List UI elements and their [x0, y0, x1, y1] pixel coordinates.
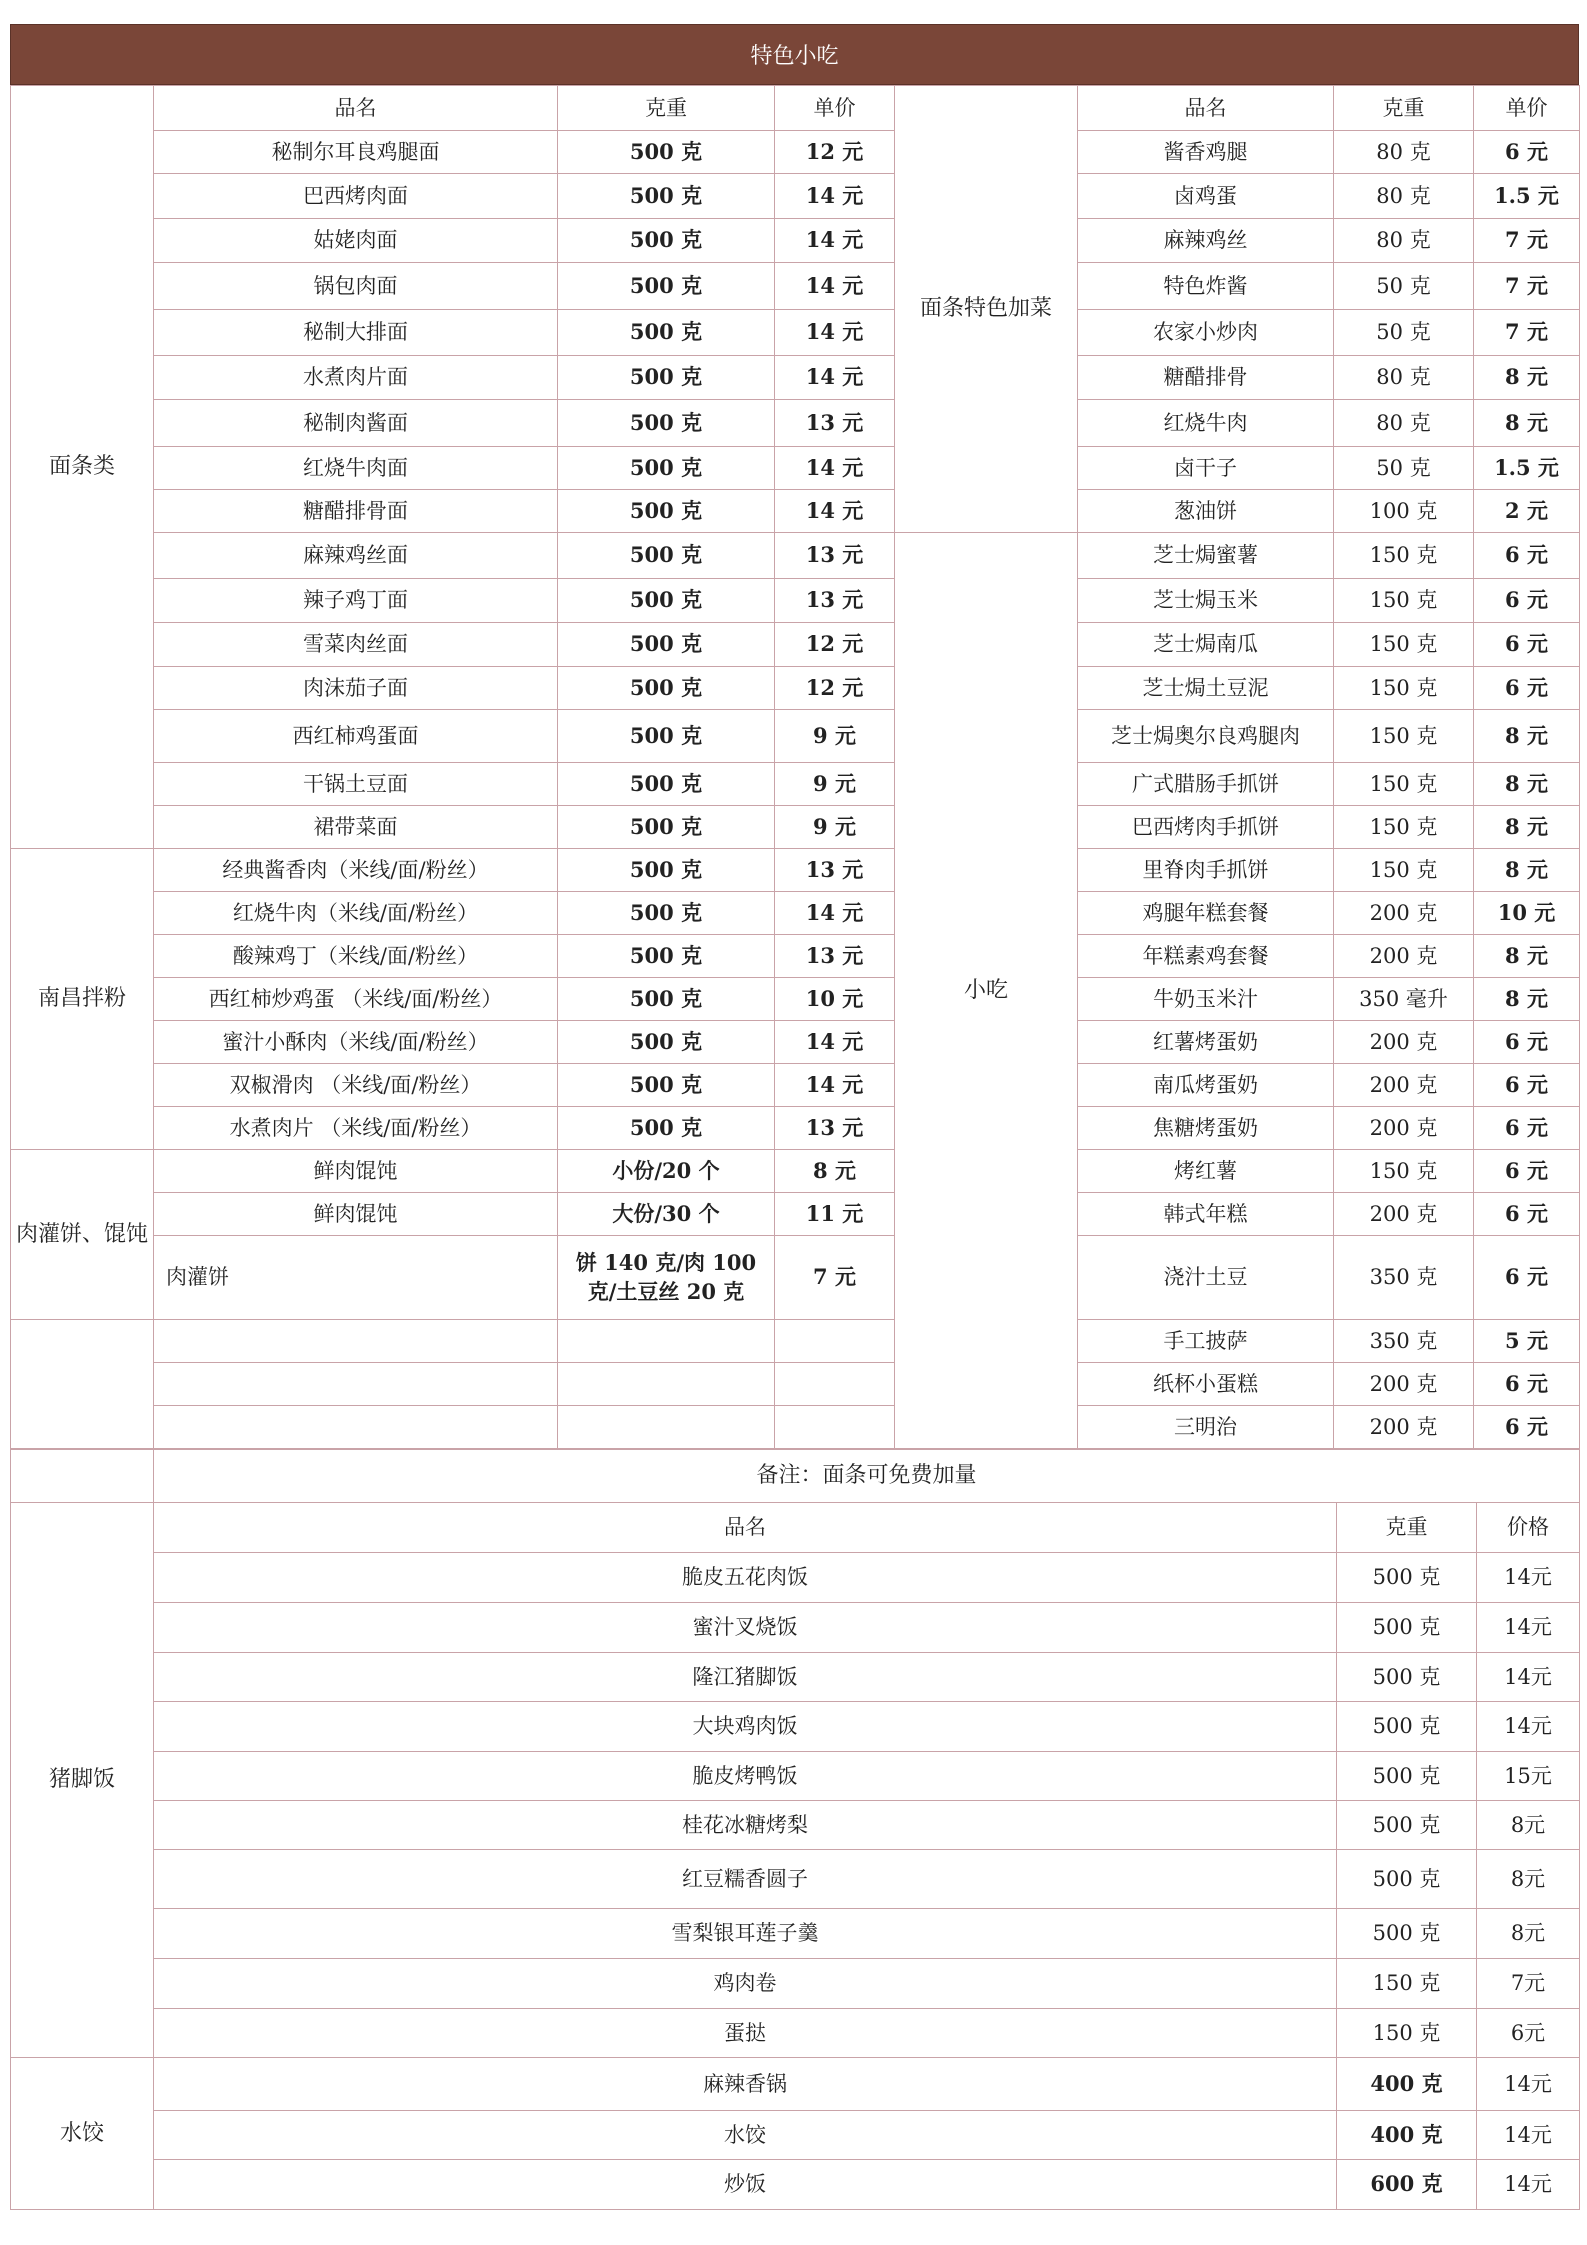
item-name: 锅包肉面: [154, 263, 558, 310]
table-row: [11, 2160, 1580, 2210]
item-name: 里脊肉手抓饼: [1078, 849, 1334, 892]
item-name: 糖醋排骨面: [154, 490, 558, 533]
item-weight: 500 克: [558, 623, 775, 667]
item-price: 1.5 元: [1474, 174, 1580, 219]
item-price: 14元: [1477, 1553, 1580, 1603]
item-price: 7 元: [1474, 310, 1580, 356]
item-name: 红烧牛肉: [1078, 400, 1334, 447]
item-weight: 600 克: [1337, 2160, 1477, 2210]
item-price: 8 元: [1474, 935, 1580, 978]
item-price: 14 元: [775, 490, 895, 533]
item-weight: 500 克: [1337, 1801, 1477, 1850]
item-weight: 150 克: [1337, 1959, 1477, 2009]
item-name: 秘制尔耳良鸡腿面: [154, 131, 558, 174]
table-row: [11, 1909, 1580, 1959]
table-row: [11, 1603, 1580, 1653]
item-price: 14 元: [775, 174, 895, 219]
item-weight: 80 克: [1334, 131, 1474, 174]
item-price: 14元: [1477, 2111, 1580, 2160]
item-price: 9 元: [775, 806, 895, 849]
note-text: 备注：面条可免费加量: [154, 1450, 1580, 1503]
item-price: 8 元: [1474, 849, 1580, 892]
item-name: 焦糖烤蛋奶: [1078, 1107, 1334, 1150]
item-name: 农家小炒肉: [1078, 310, 1334, 356]
item-weight: 80 克: [1334, 219, 1474, 263]
table-row: [11, 1801, 1580, 1850]
item-name: 红薯烤蛋奶: [1078, 1021, 1334, 1064]
table-row: [11, 1363, 1580, 1406]
item-weight: 200 克: [1334, 1363, 1474, 1406]
item-name: 芝士焗奥尔良鸡腿肉: [1078, 710, 1334, 763]
item-weight: 150 克: [1334, 710, 1474, 763]
item-name: 酱香鸡腿: [1078, 131, 1334, 174]
item-weight: 50 克: [1334, 263, 1474, 310]
item-price: 6 元: [1474, 1406, 1580, 1449]
empty-cell: [558, 1406, 775, 1449]
item-weight: 400 克: [1337, 2058, 1477, 2111]
item-name: 水煮肉片 （米线/面/粉丝）: [154, 1107, 558, 1150]
item-price: 13 元: [775, 935, 895, 978]
item-weight: 500 克: [1337, 1603, 1477, 1653]
empty-cell: [154, 1406, 558, 1449]
table-row: [11, 1107, 1580, 1150]
item-weight: 500 克: [1337, 1752, 1477, 1801]
header-price: 单价: [775, 86, 895, 131]
item-price: 6 元: [1474, 1021, 1580, 1064]
item-price: 14 元: [775, 356, 895, 400]
item-price: 12 元: [775, 623, 895, 667]
item-price: 7 元: [1474, 263, 1580, 310]
table-row: [11, 310, 1580, 356]
item-price: 6 元: [1474, 1107, 1580, 1150]
item-price: 13 元: [775, 579, 895, 623]
item-price: 13 元: [775, 400, 895, 447]
item-price: 8 元: [1474, 356, 1580, 400]
empty-cell: [558, 1363, 775, 1406]
item-name: 水饺: [154, 2111, 1337, 2160]
item-price: 6 元: [1474, 1193, 1580, 1236]
item-price: 9 元: [775, 710, 895, 763]
empty-cell: [154, 1363, 558, 1406]
item-price: 12 元: [775, 131, 895, 174]
item-name: 麻辣鸡丝面: [154, 533, 558, 579]
table-row: [11, 935, 1580, 978]
item-name: 红豆糯香圆子: [154, 1850, 1337, 1909]
item-price: 6 元: [1474, 667, 1580, 710]
item-price: 14 元: [775, 892, 895, 935]
item-name: 红烧牛肉面: [154, 447, 558, 490]
empty-cell: [154, 1320, 558, 1363]
item-price: 5 元: [1474, 1320, 1580, 1363]
table-row: [11, 86, 1580, 131]
item-weight: 500 克: [558, 263, 775, 310]
header-name: 品名: [1078, 86, 1334, 131]
table-row: [11, 2111, 1580, 2160]
table-row: [11, 892, 1580, 935]
table-row: [11, 1702, 1580, 1752]
item-weight: 500 克: [558, 1107, 775, 1150]
item-price: 14 元: [775, 263, 895, 310]
item-price: 8 元: [1474, 763, 1580, 806]
item-price: 8 元: [1474, 710, 1580, 763]
item-weight: 80 克: [1334, 174, 1474, 219]
table-row: [11, 1320, 1580, 1363]
table-row: [11, 1959, 1580, 2009]
item-price: 8元: [1477, 1909, 1580, 1959]
item-weight: 500 克: [558, 490, 775, 533]
item-price: 13 元: [775, 1107, 895, 1150]
item-name: 蛋挞: [154, 2009, 1337, 2058]
item-price: 6 元: [1474, 623, 1580, 667]
item-weight: 200 克: [1334, 1064, 1474, 1107]
item-name: 浇汁土豆: [1078, 1236, 1334, 1320]
item-name: 肉沫茄子面: [154, 667, 558, 710]
table-row: [11, 1553, 1580, 1603]
item-weight: 500 克: [558, 763, 775, 806]
item-price: 8元: [1477, 1850, 1580, 1909]
item-weight: 150 克: [1334, 623, 1474, 667]
table-row: [11, 490, 1580, 533]
item-price: 13 元: [775, 533, 895, 579]
item-weight: 200 克: [1334, 1406, 1474, 1449]
item-price: 14元: [1477, 1653, 1580, 1702]
item-weight: 500 克: [558, 174, 775, 219]
table-row: [11, 623, 1580, 667]
item-name: 西红柿炒鸡蛋 （米线/面/粉丝）: [154, 978, 558, 1021]
table-row: [11, 1752, 1580, 1801]
item-price: 7 元: [775, 1236, 895, 1320]
item-name: 辣子鸡丁面: [154, 579, 558, 623]
item-price: 6 元: [1474, 533, 1580, 579]
item-weight: 150 克: [1334, 763, 1474, 806]
item-price: 10 元: [775, 978, 895, 1021]
item-name: 芝士焗土豆泥: [1078, 667, 1334, 710]
item-price: 6 元: [1474, 1064, 1580, 1107]
item-name: 秘制大排面: [154, 310, 558, 356]
item-price: 6 元: [1474, 1363, 1580, 1406]
item-name: 双椒滑肉 （米线/面/粉丝）: [154, 1064, 558, 1107]
table-row: [11, 1021, 1580, 1064]
item-weight: 饼 140 克/肉 100 克/土豆丝 20 克: [558, 1236, 775, 1320]
table-row: [11, 2009, 1580, 2058]
menu-table-top: [10, 85, 1580, 1449]
item-name: 巴西烤肉面: [154, 174, 558, 219]
item-weight: 500 克: [1337, 1653, 1477, 1702]
item-weight: 500 克: [1337, 1553, 1477, 1603]
item-name: 南瓜烤蛋奶: [1078, 1064, 1334, 1107]
table-row: [11, 1064, 1580, 1107]
item-name: 鸡肉卷: [154, 1959, 1337, 2009]
header-name: 品名: [154, 1503, 1337, 1553]
item-price: 2 元: [1474, 490, 1580, 533]
header-price: 价格: [1477, 1503, 1580, 1553]
item-price: 14 元: [775, 310, 895, 356]
table-row: [11, 533, 1580, 579]
item-weight: 500 克: [558, 219, 775, 263]
item-weight: 150 克: [1334, 533, 1474, 579]
item-weight: 500 克: [558, 131, 775, 174]
item-weight: 200 克: [1334, 1107, 1474, 1150]
table-row: [11, 1850, 1580, 1909]
table-row: [11, 1150, 1580, 1193]
item-name: 蜜汁小酥肉（米线/面/粉丝）: [154, 1021, 558, 1064]
item-weight: 500 克: [1337, 1909, 1477, 1959]
item-weight: 500 克: [558, 667, 775, 710]
item-name: 芝士焗蜜薯: [1078, 533, 1334, 579]
item-weight: 500 克: [558, 447, 775, 490]
item-weight: 50 克: [1334, 310, 1474, 356]
item-name: 麻辣香锅: [154, 2058, 1337, 2111]
item-weight: 大份/30 个: [558, 1193, 775, 1236]
category-noodles: 面条类: [11, 86, 154, 849]
item-name: 肉灌饼: [154, 1236, 558, 1320]
item-price: 7元: [1477, 1959, 1580, 2009]
header-name: 品名: [154, 86, 558, 131]
table-row: [11, 447, 1580, 490]
category-pigfeet: 猪脚饭: [11, 1503, 154, 2058]
item-name: 韩式年糕: [1078, 1193, 1334, 1236]
item-price: 8 元: [1474, 400, 1580, 447]
item-price: 15元: [1477, 1752, 1580, 1801]
item-name: 桂花冰糖烤梨: [154, 1801, 1337, 1850]
item-weight: 500 克: [558, 710, 775, 763]
table-row: [11, 1653, 1580, 1702]
item-name: 水煮肉片面: [154, 356, 558, 400]
item-weight: 500 克: [558, 849, 775, 892]
empty-cell: [775, 1363, 895, 1406]
item-name: 卤干子: [1078, 447, 1334, 490]
item-name: 经典酱香肉（米线/面/粉丝）: [154, 849, 558, 892]
item-price: 14元: [1477, 2160, 1580, 2210]
header-weight: 克重: [1337, 1503, 1477, 1553]
item-name: 牛奶玉米汁: [1078, 978, 1334, 1021]
item-price: 14元: [1477, 2058, 1580, 2111]
table-row: [11, 1503, 1580, 1553]
item-price: 1.5 元: [1474, 447, 1580, 490]
item-price: 10 元: [1474, 892, 1580, 935]
table-row: [11, 763, 1580, 806]
item-name: 红烧牛肉（米线/面/粉丝）: [154, 892, 558, 935]
table-row: [11, 2058, 1580, 2111]
item-weight: 500 克: [558, 1064, 775, 1107]
category-nanchang: 南昌拌粉: [11, 849, 154, 1150]
item-price: 14 元: [775, 1021, 895, 1064]
table-row: [11, 400, 1580, 447]
item-weight: 350 毫升: [1334, 978, 1474, 1021]
item-weight: 500 克: [558, 400, 775, 447]
item-weight: 80 克: [1334, 400, 1474, 447]
table-row: [11, 710, 1580, 763]
item-name: 芝士焗南瓜: [1078, 623, 1334, 667]
item-weight: 500 克: [558, 533, 775, 579]
item-price: 14元: [1477, 1702, 1580, 1752]
item-weight: 200 克: [1334, 1193, 1474, 1236]
item-weight: 500 克: [558, 892, 775, 935]
item-weight: 150 克: [1334, 1150, 1474, 1193]
item-name: 脆皮烤鸭饭: [154, 1752, 1337, 1801]
empty-cell: [11, 1320, 154, 1449]
item-name: 干锅土豆面: [154, 763, 558, 806]
item-price: 6 元: [1474, 1150, 1580, 1193]
item-name: 姑姥肉面: [154, 219, 558, 263]
item-weight: 200 克: [1334, 1021, 1474, 1064]
item-name: 手工披萨: [1078, 1320, 1334, 1363]
item-weight: 500 克: [558, 935, 775, 978]
table-row: [11, 849, 1580, 892]
item-weight: 80 克: [1334, 356, 1474, 400]
table-row: [11, 356, 1580, 400]
header-weight: 克重: [1334, 86, 1474, 131]
item-price: 14元: [1477, 1603, 1580, 1653]
item-weight: 150 克: [1334, 579, 1474, 623]
item-name: 大块鸡肉饭: [154, 1702, 1337, 1752]
item-price: 6元: [1477, 2009, 1580, 2058]
table-row: [11, 131, 1580, 174]
item-weight: 200 克: [1334, 935, 1474, 978]
item-name: 隆江猪脚饭: [154, 1653, 1337, 1702]
menu-sheet: [10, 24, 1579, 2210]
table-row: [11, 174, 1580, 219]
item-name: 鲜肉馄饨: [154, 1150, 558, 1193]
item-name: 芝士焗玉米: [1078, 579, 1334, 623]
item-price: 7 元: [1474, 219, 1580, 263]
item-name: 雪梨银耳莲子羹: [154, 1909, 1337, 1959]
item-weight: 200 克: [1334, 892, 1474, 935]
item-weight: 500 克: [1337, 1850, 1477, 1909]
table-row: [11, 1193, 1580, 1236]
item-weight: 150 克: [1334, 806, 1474, 849]
item-name: 纸杯小蛋糕: [1078, 1363, 1334, 1406]
item-name: 裙带菜面: [154, 806, 558, 849]
item-name: 麻辣鸡丝: [1078, 219, 1334, 263]
item-price: 6 元: [1474, 131, 1580, 174]
menu-title: 特色小吃: [10, 24, 1579, 85]
header-price: 单价: [1474, 86, 1580, 131]
item-name: 鲜肉馄饨: [154, 1193, 558, 1236]
item-weight: 350 克: [1334, 1236, 1474, 1320]
item-name: 炒饭: [154, 2160, 1337, 2210]
empty-cell: [558, 1320, 775, 1363]
item-price: 14 元: [775, 447, 895, 490]
item-name: 葱油饼: [1078, 490, 1334, 533]
item-name: 卤鸡蛋: [1078, 174, 1334, 219]
table-row: [11, 667, 1580, 710]
item-name: 秘制肉酱面: [154, 400, 558, 447]
table-row: [11, 579, 1580, 623]
item-price: 6 元: [1474, 579, 1580, 623]
table-row: [11, 1450, 1580, 1503]
item-name: 巴西烤肉手抓饼: [1078, 806, 1334, 849]
table-row: [11, 1406, 1580, 1449]
table-row: [11, 978, 1580, 1021]
item-weight: 500 克: [558, 579, 775, 623]
item-weight: 50 克: [1334, 447, 1474, 490]
item-name: 雪菜肉丝面: [154, 623, 558, 667]
empty-cell: [11, 1450, 154, 1503]
category-roujia: 肉灌饼、馄饨: [11, 1150, 154, 1320]
table-row: [11, 806, 1580, 849]
item-weight: 500 克: [558, 356, 775, 400]
item-weight: 500 克: [1337, 1702, 1477, 1752]
category-addon: 面条特色加菜: [895, 86, 1078, 533]
item-name: 脆皮五花肉饭: [154, 1553, 1337, 1603]
empty-cell: [775, 1320, 895, 1363]
item-name: 糖醋排骨: [1078, 356, 1334, 400]
item-name: 年糕素鸡套餐: [1078, 935, 1334, 978]
item-price: 8元: [1477, 1801, 1580, 1850]
table-row: [11, 263, 1580, 310]
category-dumpling: 水饺: [11, 2058, 154, 2210]
item-name: 三明治: [1078, 1406, 1334, 1449]
item-weight: 500 克: [558, 310, 775, 356]
item-price: 12 元: [775, 667, 895, 710]
item-weight: 100 克: [1334, 490, 1474, 533]
item-price: 8 元: [1474, 978, 1580, 1021]
item-name: 广式腊肠手抓饼: [1078, 763, 1334, 806]
item-price: 9 元: [775, 763, 895, 806]
menu-table-bottom: [10, 1449, 1580, 2210]
header-weight: 克重: [558, 86, 775, 131]
item-name: 烤红薯: [1078, 1150, 1334, 1193]
item-name: 西红柿鸡蛋面: [154, 710, 558, 763]
item-weight: 小份/20 个: [558, 1150, 775, 1193]
item-weight: 150 克: [1334, 849, 1474, 892]
empty-cell: [775, 1406, 895, 1449]
item-price: 8 元: [775, 1150, 895, 1193]
item-name: 酸辣鸡丁（米线/面/粉丝）: [154, 935, 558, 978]
item-price: 11 元: [775, 1193, 895, 1236]
item-name: 鸡腿年糕套餐: [1078, 892, 1334, 935]
table-row: [11, 1236, 1580, 1320]
item-weight: 150 克: [1337, 2009, 1477, 2058]
item-weight: 150 克: [1334, 667, 1474, 710]
item-price: 14 元: [775, 1064, 895, 1107]
item-name: 蜜汁叉烧饭: [154, 1603, 1337, 1653]
category-snack: 小吃: [895, 533, 1078, 1449]
item-weight: 500 克: [558, 1021, 775, 1064]
item-price: 8 元: [1474, 806, 1580, 849]
item-weight: 350 克: [1334, 1320, 1474, 1363]
item-weight: 500 克: [558, 978, 775, 1021]
item-price: 6 元: [1474, 1236, 1580, 1320]
item-weight: 500 克: [558, 806, 775, 849]
item-name: 特色炸酱: [1078, 263, 1334, 310]
table-row: [11, 219, 1580, 263]
item-price: 13 元: [775, 849, 895, 892]
item-price: 14 元: [775, 219, 895, 263]
item-weight: 400 克: [1337, 2111, 1477, 2160]
